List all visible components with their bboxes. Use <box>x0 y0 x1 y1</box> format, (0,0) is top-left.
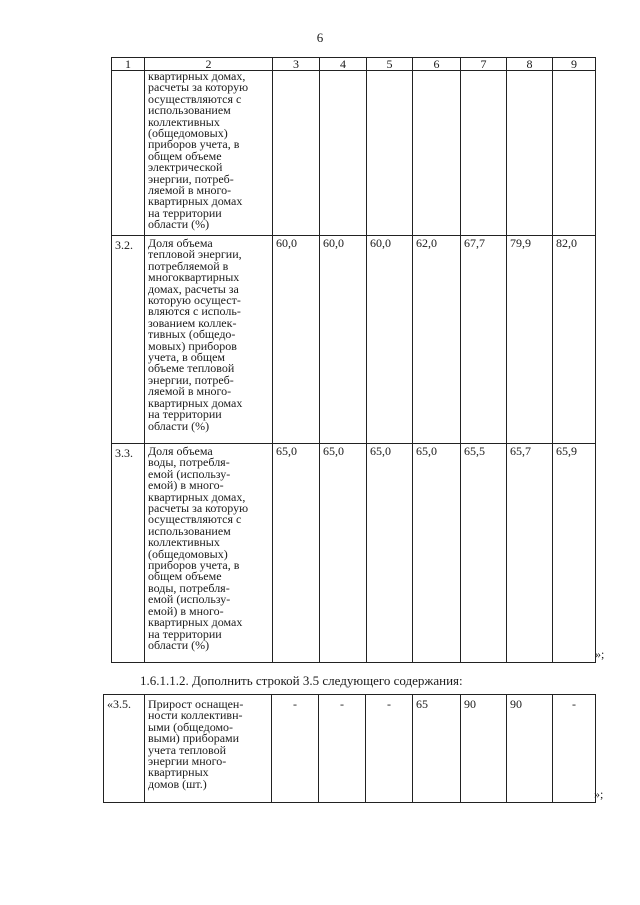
value-cell <box>273 71 320 236</box>
row-description: Доля объема воды, потребля- емой (использу- емой) в много- квартирных домах, расчеты за которую осуществляются с использованием коллективных (общедомовых) приборов учета, в общем объеме воды, потребля- емой (использу- емой) в много- квартирных домах на территории области (%) <box>145 444 273 663</box>
value-cell: 65,0 <box>273 444 320 663</box>
column-header: 1 <box>112 58 145 71</box>
value-cell: 60,0 <box>273 236 320 444</box>
column-header: 2 <box>145 58 273 71</box>
column-header: 7 <box>461 58 507 71</box>
table-row <box>112 71 596 236</box>
value-cell <box>461 71 507 236</box>
table-row <box>112 444 596 663</box>
value-cell: 60,0 <box>367 236 413 444</box>
value-cell: 79,9 <box>507 236 553 444</box>
closing-quote: »; <box>595 647 605 661</box>
column-header: 5 <box>367 58 413 71</box>
value-cell: - <box>553 695 596 803</box>
value-cell: 65,7 <box>507 444 553 663</box>
row-number: 3.3. <box>112 444 145 663</box>
value-cell <box>367 71 413 236</box>
value-cell: - <box>272 695 319 803</box>
row-number: «3.5. <box>104 695 145 803</box>
value-cell: - <box>319 695 366 803</box>
value-cell: 65 <box>413 695 461 803</box>
value-cell: 82,0 <box>553 236 596 444</box>
value-cell: 65,5 <box>461 444 507 663</box>
value-cell: 65,0 <box>320 444 367 663</box>
table-row <box>112 236 596 444</box>
value-cell: 65,9 <box>553 444 596 663</box>
value-cell <box>553 71 596 236</box>
indicators-table <box>111 57 596 663</box>
value-cell: 67,7 <box>461 236 507 444</box>
row-description: Прирост оснащен- ности коллективн- ыми (общедомо- выми) приборами учета тепловой энергии много- квартирных домов (шт.) <box>145 695 272 803</box>
row-description: Доля объема тепловой энергии, потребляемой в многоквартирных домах, расчеты за которую осущест- вляются с исполь- зованием коллек- тивных (общедо- мовых) приборов учета, в общем объеме тепловой энергии, потреб- ляемой в много- квартирных домах на территории области (%) <box>145 236 273 444</box>
column-header: 8 <box>507 58 553 71</box>
added-row-table <box>103 694 596 803</box>
column-header: 9 <box>553 58 596 71</box>
value-cell: - <box>366 695 413 803</box>
row-number: 3.2. <box>112 236 145 444</box>
value-cell: 62,0 <box>413 236 461 444</box>
value-cell: 90 <box>507 695 553 803</box>
column-header: 6 <box>413 58 461 71</box>
value-cell: 65,0 <box>413 444 461 663</box>
value-cell: 90 <box>461 695 507 803</box>
value-cell <box>507 71 553 236</box>
closing-quote: »; <box>594 787 604 801</box>
value-cell <box>320 71 367 236</box>
instruction-text: 1.6.1.1.2. Дополнить строкой 3.5 следующего содержания: <box>140 673 463 688</box>
row-description: квартирных домах, расчеты за которую осуществляются с использованием коллективных (общедомовых) приборов учета, в общем объеме электрической энергии, потреб- ляемой в много- квартирных домах на территории области (%) <box>145 71 273 236</box>
column-header: 4 <box>320 58 367 71</box>
row-number-cell <box>112 71 145 236</box>
value-cell <box>413 71 461 236</box>
value-cell: 60,0 <box>320 236 367 444</box>
value-cell: 65,0 <box>367 444 413 663</box>
table-row <box>104 695 596 803</box>
page-number: 6 <box>316 30 324 45</box>
column-header: 3 <box>273 58 320 71</box>
